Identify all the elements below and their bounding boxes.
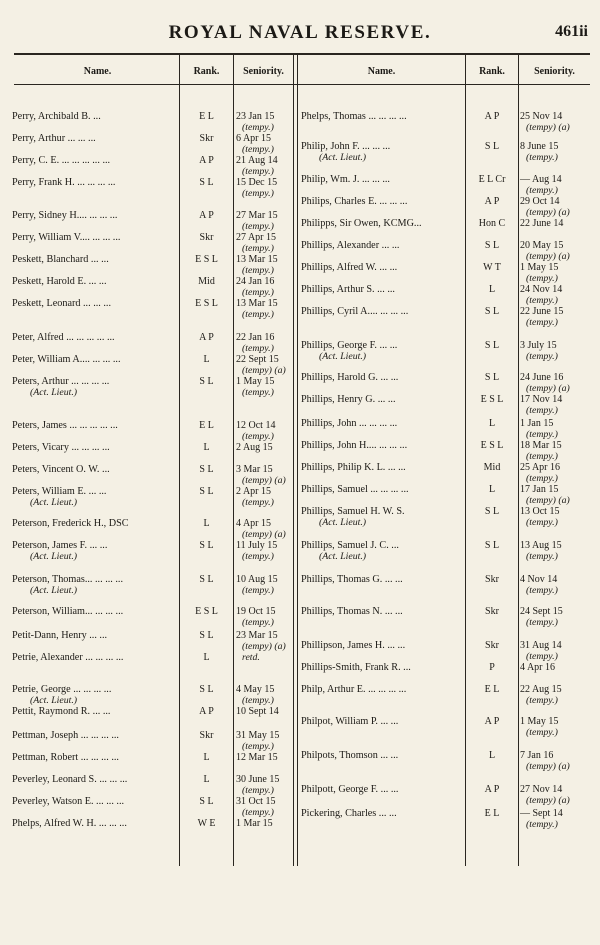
- entry-seniority-note: (tempy.): [526, 819, 558, 830]
- entry-seniority-date: 1 May 15: [520, 262, 559, 273]
- entry-seniority-note: (tempy.): [242, 221, 274, 232]
- entry-name: Phillips, Thomas G. ... ...: [301, 574, 403, 585]
- entry-acting-rank: (Act. Lieut.): [30, 585, 78, 596]
- col-header-name-left: Name.: [83, 66, 112, 77]
- entry-seniority-note: retd.: [242, 652, 260, 663]
- entry-seniority-date: 22 Aug 15: [520, 684, 562, 695]
- entry-seniority-note: (tempy.): [526, 405, 558, 416]
- entry-name: Peter, William A.... ... ... ...: [12, 354, 121, 365]
- entry-seniority-note: (tempy.): [242, 166, 274, 177]
- entry-seniority-date: 13 Aug 15: [520, 540, 562, 551]
- entry-name: Philip, Wm. J. ... ... ...: [301, 174, 390, 185]
- entry-rank: A P: [199, 210, 214, 221]
- entry-rank: W T: [483, 262, 501, 273]
- entry-name: Peterson, Thomas... ... ... ...: [12, 574, 124, 585]
- entry-rank: L: [203, 652, 210, 663]
- entry-rank: L: [488, 750, 496, 761]
- entry-rank: E L: [199, 111, 214, 122]
- entry-name: Peter, Alfred ... ... ... ... ...: [12, 332, 115, 343]
- entry-seniority-date: 10 Aug 15: [236, 574, 278, 585]
- entry-seniority-date: 7 Jan 16: [520, 750, 554, 761]
- entry-seniority-date: 15 Dec 15: [236, 177, 278, 188]
- entry-name: Philipps, Sir Owen, KCMG...: [301, 218, 422, 229]
- entry-rank: S L: [199, 684, 214, 695]
- entry-seniority-date: 8 June 15: [520, 141, 559, 152]
- entry-seniority-note: (tempy.): [242, 243, 274, 254]
- entry-rank: Mid: [483, 462, 501, 473]
- entry-name: Petrie, Alexander ... ... ... ...: [12, 652, 124, 663]
- entry-seniority-note: (tempy.): [242, 287, 274, 298]
- entry-seniority-date: 24 Sept 15: [520, 606, 563, 617]
- entry-rank: P: [489, 662, 495, 673]
- entry-name: Perry, Archibald B. ...: [12, 111, 101, 122]
- entry-seniority-date: 17 Jan 15: [520, 484, 559, 495]
- entry-seniority-date: 17 Nov 14: [520, 394, 563, 405]
- entry-acting-rank: (Act. Lieut.): [30, 387, 78, 398]
- entry-rank: A P: [484, 196, 500, 207]
- entry-name: Perry, Sidney H.... ... ... ...: [12, 210, 118, 221]
- entry-seniority-date: — Aug 14: [520, 174, 562, 185]
- entry-seniority-date: 22 June 14: [520, 218, 564, 229]
- entry-seniority-date: 20 May 15: [520, 240, 564, 251]
- entry-rank: S L: [199, 796, 214, 807]
- col-header-rank-left: Rank.: [193, 66, 220, 77]
- entry-name: Peskett, Harold E. ... ...: [12, 276, 107, 287]
- entry-name: Peskett, Blanchard ... ...: [12, 254, 109, 265]
- entry-rank: E S L: [480, 440, 504, 451]
- entry-name: Perry, Arthur ... ... ...: [12, 133, 96, 144]
- entry-name: Philp, Arthur E. ... ... ... ...: [301, 684, 407, 695]
- entry-name: Pettit, Raymond R. ... ...: [12, 706, 111, 717]
- entry-seniority-date: 4 Nov 14: [520, 574, 558, 585]
- col-header-seniority-left: Seniority.: [243, 66, 284, 77]
- entry-seniority-note: (tempy) (a): [242, 365, 286, 376]
- entry-seniority-date: 19 Oct 15: [236, 606, 276, 617]
- entry-seniority-note: (tempy) (a): [242, 475, 286, 486]
- entry-seniority-date: 18 Mar 15: [520, 440, 562, 451]
- entry-rank: L: [488, 484, 496, 495]
- entry-name: Phillips, Samuel J. C. ...: [301, 540, 399, 551]
- entry-rank: Skr: [199, 232, 214, 243]
- page-number: 461ii: [555, 23, 588, 40]
- entry-seniority-note: (tempy) (a): [526, 495, 570, 506]
- entry-rank: S L: [199, 376, 214, 387]
- entry-seniority-note: (tempy.): [242, 551, 274, 562]
- entry-seniority-date: 6 Apr 15: [236, 133, 271, 144]
- entry-seniority-note: (tempy.): [526, 727, 558, 738]
- entry-seniority-note: (tempy.): [526, 317, 558, 328]
- entry-seniority-date: 29 Oct 14: [520, 196, 560, 207]
- entry-seniority-date: 12 Mar 15: [236, 752, 278, 763]
- entry-seniority-note: (tempy.): [526, 551, 558, 562]
- page-header: [0, 22, 600, 48]
- entry-seniority-date: 24 Jan 16: [236, 276, 275, 287]
- entry-name: Phillips, Thomas N. ... ...: [301, 606, 403, 617]
- entry-seniority-date: 3 Mar 15: [236, 464, 273, 475]
- entry-rank: S L: [199, 630, 214, 641]
- entry-seniority-note: (tempy.): [242, 431, 274, 442]
- entry-rank: E S L: [195, 254, 218, 265]
- entry-seniority-date: 11 July 15: [236, 540, 278, 551]
- entry-seniority-date: 31 Aug 14: [520, 640, 562, 651]
- entry-rank: A P: [484, 784, 500, 795]
- entry-rank: A P: [484, 111, 500, 122]
- entry-name: Pettman, Joseph ... ... ... ...: [12, 730, 119, 741]
- entry-name: Phillips, Alfred W. ... ...: [301, 262, 398, 273]
- entry-name: Peters, Arthur ... ... ... ...: [12, 376, 110, 387]
- entry-rank: S L: [199, 540, 214, 551]
- entry-seniority-note: (tempy) (a): [526, 122, 570, 133]
- entry-rank: S L: [484, 372, 500, 383]
- entry-seniority-note: (tempy.): [526, 695, 558, 706]
- entry-rank: A P: [484, 716, 500, 727]
- entry-seniority-date: 1 May 15: [520, 716, 559, 727]
- col-header-name-right: Name.: [367, 66, 396, 77]
- entry-seniority-date: 2 Apr 15: [236, 486, 271, 497]
- entry-seniority-note: (tempy.): [242, 122, 274, 133]
- entry-name: Phillips, Samuel ... ... ... ...: [301, 484, 409, 495]
- entry-name: Petit-Dann, Henry ... ...: [12, 630, 108, 641]
- entry-name: Phillips, Philip K. L. ... ...: [301, 462, 406, 473]
- entry-name: Phillips, Cyril A.... ... ... ...: [301, 306, 409, 317]
- center-double-rule-b: [297, 54, 298, 866]
- entry-seniority-note: (tempy) (a): [526, 383, 570, 394]
- entry-seniority-note: (tempy.): [242, 807, 274, 818]
- entry-name: Phillips, Henry G. ... ...: [301, 394, 396, 405]
- entry-seniority-note: (tempy) (a): [526, 207, 570, 218]
- entry-rank: L: [203, 774, 210, 785]
- entry-rank: S L: [199, 177, 214, 188]
- entry-rank: A P: [199, 332, 214, 343]
- entry-seniority-date: 30 June 15: [236, 774, 280, 785]
- entry-seniority-note: (tempy.): [242, 695, 274, 706]
- entry-seniority-date: 4 Apr 15: [236, 518, 271, 529]
- entry-seniority-note: (tempy) (a): [526, 761, 570, 772]
- entry-rank: S L: [199, 574, 214, 585]
- entry-seniority-date: 23 Jan 15: [236, 111, 275, 122]
- entry-rank: Hon C: [478, 218, 506, 229]
- entry-seniority-note: (tempy) (a): [526, 251, 570, 262]
- entry-rank: L: [488, 284, 496, 295]
- entry-seniority-date: 27 Apr 15: [236, 232, 276, 243]
- entry-name: Peters, William E. ... ...: [12, 486, 107, 497]
- entry-rank: Mid: [198, 276, 215, 287]
- entry-seniority-note: (tempy.): [242, 387, 274, 398]
- entry-rank: E L: [484, 808, 500, 819]
- entry-name: Phillips, John H.... ... ... ...: [301, 440, 408, 451]
- col-header-seniority-right: Seniority.: [534, 66, 575, 77]
- entry-name: Philpott, George F. ... ...: [301, 784, 399, 795]
- entry-name: Phillips, Alexander ... ...: [301, 240, 400, 251]
- entry-name: Phillips, Samuel H. W. S.: [301, 506, 405, 517]
- entry-seniority-note: (tempy.): [526, 473, 558, 484]
- entry-acting-rank: (Act. Lieut.): [319, 351, 367, 362]
- entry-rank: L: [203, 442, 210, 453]
- entry-seniority-note: (tempy.): [242, 497, 274, 508]
- entry-seniority-date: 13 Mar 15: [236, 298, 278, 309]
- center-double-rule-a: [293, 54, 294, 866]
- entry-seniority-note: (tempy.): [242, 144, 274, 155]
- top-rule: [14, 53, 590, 55]
- entry-seniority-date: 22 June 15: [520, 306, 564, 317]
- entry-seniority-note: (tempy.): [242, 585, 274, 596]
- entry-seniority-date: 24 Nov 14: [520, 284, 563, 295]
- entry-name: Phelps, Alfred W. H. ... ... ...: [12, 818, 127, 829]
- divider-seniority-left: [233, 54, 234, 866]
- entry-name: Phillips-Smith, Frank R. ...: [301, 662, 411, 673]
- entry-name: Perry, Frank H. ... ... ... ...: [12, 177, 116, 188]
- entry-seniority-date: 21 Aug 14: [236, 155, 278, 166]
- entry-rank: L: [203, 518, 210, 529]
- entry-rank: S L: [484, 506, 500, 517]
- entry-seniority-date: 2 Aug 15: [236, 442, 273, 453]
- entry-name: Phillips, John ... ... ... ...: [301, 418, 398, 429]
- entry-seniority-date: 13 Mar 15: [236, 254, 278, 265]
- entry-seniority-note: (tempy.): [242, 617, 274, 628]
- entry-name: Philips, Charles E. ... ... ...: [301, 196, 408, 207]
- entry-rank: S L: [484, 240, 500, 251]
- col-header-rank-right: Rank.: [479, 66, 505, 77]
- entry-seniority-date: 1 Mar 15: [236, 818, 273, 829]
- entry-seniority-date: 23 Mar 15: [236, 630, 278, 641]
- entry-seniority-note: (tempy) (a): [242, 641, 286, 652]
- entry-seniority-note: (tempy.): [526, 429, 558, 440]
- entry-rank: L: [203, 354, 210, 365]
- entry-name: Peverley, Leonard S. ... ... ...: [12, 774, 128, 785]
- page-title: ROYAL NAVAL RESERVE.: [168, 22, 432, 43]
- entry-seniority-date: 24 June 16: [520, 372, 564, 383]
- entry-seniority-note: (tempy.): [526, 351, 558, 362]
- entry-rank: Skr: [485, 574, 499, 585]
- entry-rank: Skr: [199, 730, 214, 741]
- entry-name: Phillips, Arthur S. ... ...: [301, 284, 395, 295]
- entry-name: Peters, James ... ... ... ... ...: [12, 420, 118, 431]
- entry-seniority-date: 25 Apr 16: [520, 462, 560, 473]
- entry-rank: E S L: [195, 606, 218, 617]
- entry-rank: E S L: [195, 298, 218, 309]
- entry-acting-rank: (Act. Lieut.): [30, 497, 78, 508]
- entry-seniority-note: (tempy) (a): [526, 795, 570, 806]
- divider-seniority-right: [518, 54, 519, 866]
- entry-seniority-note: (tempy.): [242, 309, 274, 320]
- entry-seniority-date: 4 May 15: [236, 684, 275, 695]
- entry-name: Phillipson, James H. ... ...: [301, 640, 406, 651]
- entry-acting-rank: (Act. Lieut.): [319, 517, 367, 528]
- entry-seniority-note: (tempy.): [526, 651, 558, 662]
- entry-seniority-note: (tempy.): [526, 152, 558, 163]
- entry-seniority-note: (tempy.): [526, 517, 558, 528]
- entry-seniority-date: 1 Jan 15: [520, 418, 554, 429]
- entry-name: Perry, C. E. ... ... ... ... ...: [12, 155, 111, 166]
- entry-name: Peverley, Watson E. ... ... ...: [12, 796, 125, 807]
- entry-name: Phillips, Harold G. ... ...: [301, 372, 399, 383]
- entry-seniority-note: (tempy.): [526, 273, 558, 284]
- entry-name: Peterson, Frederick H., DSC: [12, 518, 129, 529]
- entry-name: Petrie, George ... ... ... ...: [12, 684, 112, 695]
- entry-rank: S L: [199, 464, 214, 475]
- entry-rank: S L: [199, 486, 214, 497]
- entry-seniority-note: (tempy.): [242, 343, 274, 354]
- entry-seniority-note: (tempy.): [526, 295, 558, 306]
- entry-rank: S L: [484, 141, 500, 152]
- entry-rank: S L: [484, 540, 500, 551]
- entry-seniority-note: (tempy.): [242, 188, 274, 199]
- entry-name: Phelps, Thomas ... ... ... ...: [301, 111, 407, 122]
- entry-name: Philip, John F. ... ... ...: [301, 141, 391, 152]
- entry-rank: E S L: [480, 394, 504, 405]
- entry-name: Philpot, William P. ... ...: [301, 716, 399, 727]
- entry-acting-rank: (Act. Lieut.): [30, 551, 78, 562]
- entry-rank: E L: [199, 420, 214, 431]
- entry-rank: Skr: [485, 606, 499, 617]
- entry-name: Phillips, George F. ... ...: [301, 340, 398, 351]
- entry-rank: E L Cr: [478, 174, 506, 185]
- entry-seniority-note: (tempy.): [526, 451, 558, 462]
- entry-rank: L: [488, 418, 496, 429]
- entry-seniority-date: 27 Mar 15: [236, 210, 278, 221]
- entry-rank: Skr: [485, 640, 499, 651]
- entry-rank: A P: [199, 155, 214, 166]
- entry-seniority-date: 1 May 15: [236, 376, 275, 387]
- entry-rank: Skr: [199, 133, 214, 144]
- entry-rank: S L: [484, 306, 500, 317]
- entry-seniority-note: (tempy.): [526, 185, 558, 196]
- entry-name: Peterson, James F. ... ...: [12, 540, 108, 551]
- entry-seniority-date: 31 May 15: [236, 730, 280, 741]
- entry-seniority-note: (tempy.): [242, 741, 274, 752]
- entry-name: Perry, William V.... ... ... ...: [12, 232, 121, 243]
- entry-name: Peters, Vicary ... ... ... ...: [12, 442, 110, 453]
- entry-seniority-note: (tempy.): [242, 785, 274, 796]
- entry-name: Philpots, Thomson ... ...: [301, 750, 399, 761]
- entry-rank: E L: [484, 684, 500, 695]
- entry-name: Peterson, William... ... ... ...: [12, 606, 124, 617]
- entry-name: Pettman, Robert ... ... ... ...: [12, 752, 119, 763]
- entry-seniority-date: 22 Sept 15: [236, 354, 279, 365]
- entry-seniority-date: 4 Apr 16: [520, 662, 555, 673]
- header-rule: [14, 84, 590, 85]
- entry-seniority-date: 27 Nov 14: [520, 784, 563, 795]
- entry-seniority-date: 22 Jan 16: [236, 332, 275, 343]
- entry-rank: L: [203, 752, 210, 763]
- entry-rank: S L: [484, 340, 500, 351]
- entry-seniority-date: 10 Sept 14: [236, 706, 279, 717]
- entry-acting-rank: (Act. Lieut.): [319, 152, 367, 163]
- entry-seniority-date: 13 Oct 15: [520, 506, 560, 517]
- entry-seniority-note: (tempy.): [526, 617, 558, 628]
- entry-seniority-date: — Sept 14: [520, 808, 563, 819]
- entry-seniority-note: (tempy.): [526, 585, 558, 596]
- entry-rank: W E: [197, 818, 216, 829]
- entry-seniority-date: 25 Nov 14: [520, 111, 563, 122]
- entry-name: Pickering, Charles ... ...: [301, 808, 397, 819]
- entry-seniority-date: 31 Oct 15: [236, 796, 276, 807]
- entry-seniority-note: (tempy) (a): [242, 529, 286, 540]
- entry-acting-rank: (Act. Lieut.): [319, 551, 367, 562]
- entry-seniority-note: (tempy.): [242, 265, 274, 276]
- entry-acting-rank: (Act. Lieut.): [30, 695, 78, 706]
- entry-seniority-date: 12 Oct 14: [236, 420, 276, 431]
- divider-rank-left: [179, 54, 180, 866]
- entry-rank: A P: [199, 706, 214, 717]
- entry-name: Peters, Vincent O. W. ...: [12, 464, 110, 475]
- entry-seniority-date: 3 July 15: [520, 340, 557, 351]
- entry-name: Peskett, Leonard ... ... ...: [12, 298, 112, 309]
